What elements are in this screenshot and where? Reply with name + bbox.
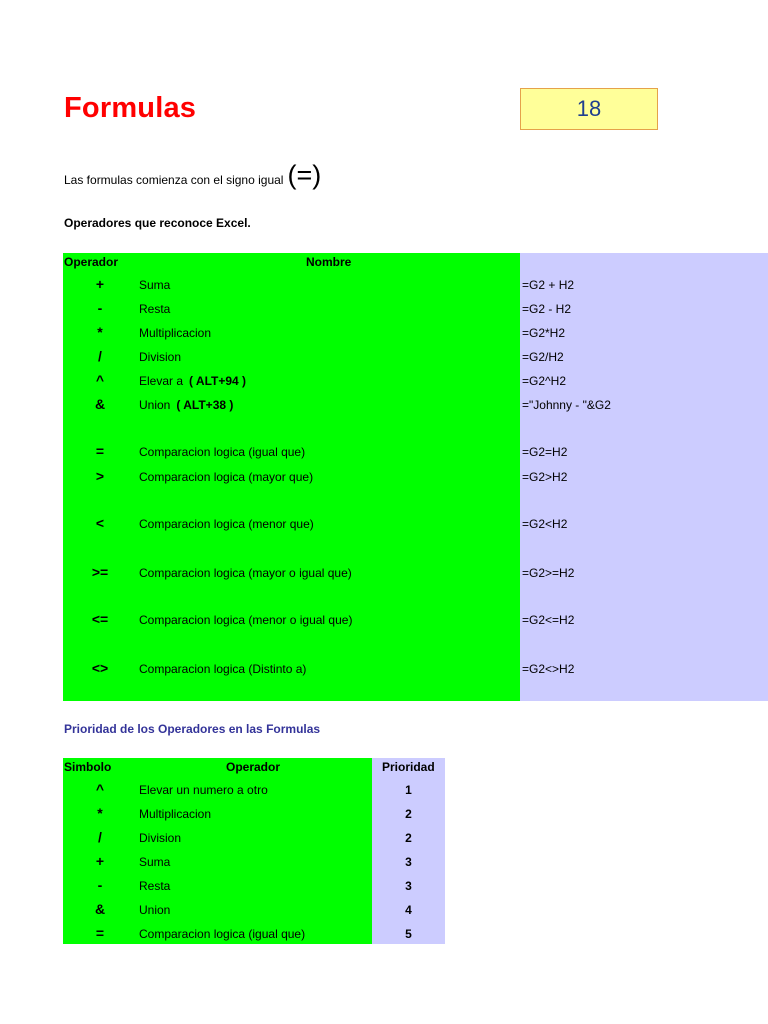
- priority-operator-name: Comparacion logica (igual que): [139, 927, 306, 941]
- operator-name-text: Division: [139, 350, 182, 364]
- operator-symbol: <>: [91, 660, 109, 676]
- operator-formula-example: =G2<H2: [522, 517, 568, 531]
- priority-symbol: *: [97, 805, 103, 821]
- priority-value: 2: [405, 807, 412, 821]
- header-prioridad: Prioridad: [382, 760, 435, 774]
- operator-name: [139, 374, 246, 388]
- operator-formula-example: =G2/H2: [522, 350, 564, 364]
- operator-formula-example: ="Johnny - "&G2: [522, 398, 611, 412]
- priority-operator-name: Suma: [139, 855, 171, 869]
- operator-symbol: <=: [91, 611, 109, 627]
- operator-formula-example: =G2*H2: [522, 326, 566, 340]
- intro-text: Las formulas comienza con el signo igual: [64, 173, 284, 187]
- operator-name-text: Suma: [139, 278, 171, 292]
- operator-symbol: *: [97, 324, 103, 340]
- priority-value: 2: [405, 831, 412, 845]
- operator-shortcut: ( ALT+94 ): [189, 374, 247, 388]
- operator-name: [139, 278, 170, 292]
- priority-value: 3: [405, 879, 412, 893]
- header-operador: Operador: [64, 255, 119, 269]
- priority-value: 5: [405, 927, 412, 941]
- operator-name-text: Union: [139, 398, 171, 412]
- operator-name-text: Elevar a: [139, 374, 184, 388]
- priority-operator-name: Elevar un numero a otro: [139, 783, 268, 797]
- priority-value: 4: [405, 903, 412, 917]
- priority-value: 3: [405, 855, 412, 869]
- operator-name: [139, 662, 306, 676]
- operator-symbol: <: [95, 515, 105, 531]
- operator-symbol: >: [95, 468, 105, 484]
- priority-symbol: /: [98, 829, 102, 845]
- number-box[interactable]: 18: [520, 88, 658, 130]
- operator-name-text: Comparacion logica (menor o igual que): [139, 613, 353, 627]
- operator-symbol: +: [95, 276, 105, 292]
- priority-heading: Prioridad de los Operadores en las Formulas: [64, 722, 321, 736]
- operator-name-text: Comparacion logica (menor que): [139, 517, 314, 531]
- priority-operator-name: Multiplicacion: [139, 807, 212, 821]
- operator-formula-example: =G2 + H2: [522, 278, 575, 292]
- equals-symbol: (=): [287, 160, 322, 190]
- operator-symbol: ^: [95, 372, 105, 388]
- priority-symbol: ^: [95, 781, 105, 797]
- operator-formula-example: =G2^H2: [522, 374, 566, 388]
- operators-heading: Operadores que reconoce Excel.: [64, 216, 251, 230]
- operator-symbol: /: [98, 348, 102, 364]
- header-nombre: Nombre: [306, 255, 352, 269]
- operator-name-text: Comparacion logica (mayor o igual que): [139, 566, 352, 580]
- priority-symbol: =: [95, 925, 105, 941]
- priority-operator-name: Division: [139, 831, 182, 845]
- operator-name: [139, 326, 211, 340]
- operator-name: [139, 445, 305, 459]
- operator-name: [139, 566, 352, 580]
- intro-line: [64, 160, 321, 191]
- priority-value: 1: [405, 783, 412, 797]
- operator-formula-example: =G2=H2: [522, 445, 568, 459]
- operator-formula-example: =G2<>H2: [522, 662, 575, 676]
- operator-name: [139, 302, 170, 316]
- operator-name-text: Comparacion logica (Distinto a): [139, 662, 307, 676]
- operator-symbol: >=: [91, 564, 109, 580]
- header-operador-2: Operador: [226, 760, 281, 774]
- priority-symbol: -: [97, 877, 103, 893]
- operator-formula-example: =G2 - H2: [522, 302, 572, 316]
- priority-operator-name: Union: [139, 903, 171, 917]
- operator-name-text: Resta: [139, 302, 171, 316]
- operator-name-text: Comparacion logica (igual que): [139, 445, 306, 459]
- operator-name: [139, 350, 181, 364]
- operator-name: [139, 517, 314, 531]
- operator-formula-example: =G2<=H2: [522, 613, 575, 627]
- operator-formula-example: =G2>=H2: [522, 566, 575, 580]
- operator-formula-example: =G2>H2: [522, 470, 568, 484]
- header-simbolo: Simbolo: [64, 760, 112, 774]
- operator-shortcut: ( ALT+38 ): [176, 398, 234, 412]
- operator-name: [139, 470, 313, 484]
- operator-symbol: &: [94, 396, 106, 412]
- priority-symbol: +: [95, 853, 105, 869]
- priority-symbol: &: [94, 901, 106, 917]
- page-title: Formulas: [64, 92, 197, 124]
- priority-operator-name: Resta: [139, 879, 171, 893]
- operator-symbol: -: [97, 300, 103, 316]
- operator-name-text: Multiplicacion: [139, 326, 212, 340]
- operator-symbol: =: [95, 443, 105, 459]
- operator-name: [139, 613, 352, 627]
- operator-name-text: Comparacion logica (mayor que): [139, 470, 314, 484]
- operator-name: [139, 398, 233, 412]
